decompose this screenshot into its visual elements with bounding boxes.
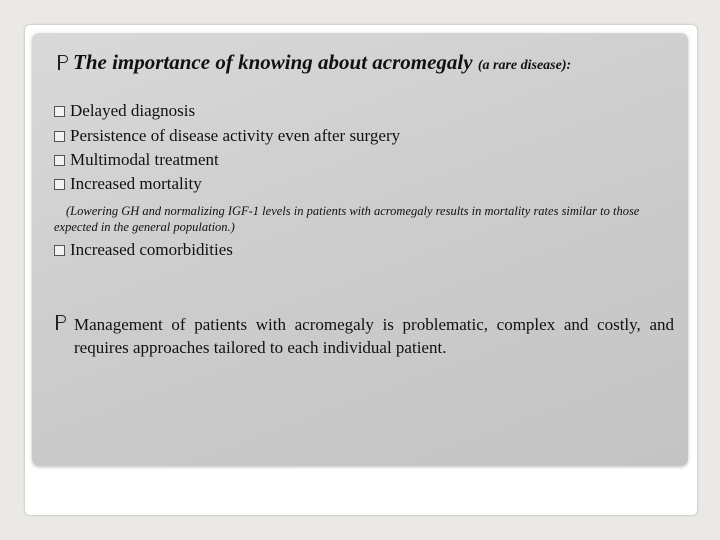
bullet-item: Increased comorbidities <box>54 240 233 260</box>
pilcrow-bullet-icon <box>54 315 68 330</box>
mortality-note: (Lowering GH and normalizing IGF-1 levels in patients with acromegaly results in mortality rates similar to those expected in the general population.) <box>54 204 640 234</box>
checkbox-bullet-icon <box>54 131 65 142</box>
checkbox-bullet-icon <box>54 106 65 117</box>
bullet-item: Multimodal treatment <box>54 150 219 170</box>
bullet-item: Increased mortality <box>54 174 202 194</box>
title-sub: (a rare disease): <box>477 58 572 73</box>
title-main: The importance of knowing about acromegaly <box>73 50 473 74</box>
pilcrow-bullet-icon <box>56 55 70 70</box>
management-paragraph: Management of patients with acromegaly is problematic, complex and costly, and requires approaches tailored to each individual patient. <box>74 315 674 357</box>
checkbox-bullet-icon <box>54 155 65 166</box>
slide-title <box>56 50 571 75</box>
bullet-item: Delayed diagnosis <box>54 101 195 121</box>
bullet-item: Persistence of disease activity even after surgery <box>54 126 400 146</box>
checkbox-bullet-icon <box>54 245 65 256</box>
checkbox-bullet-icon <box>54 179 65 190</box>
